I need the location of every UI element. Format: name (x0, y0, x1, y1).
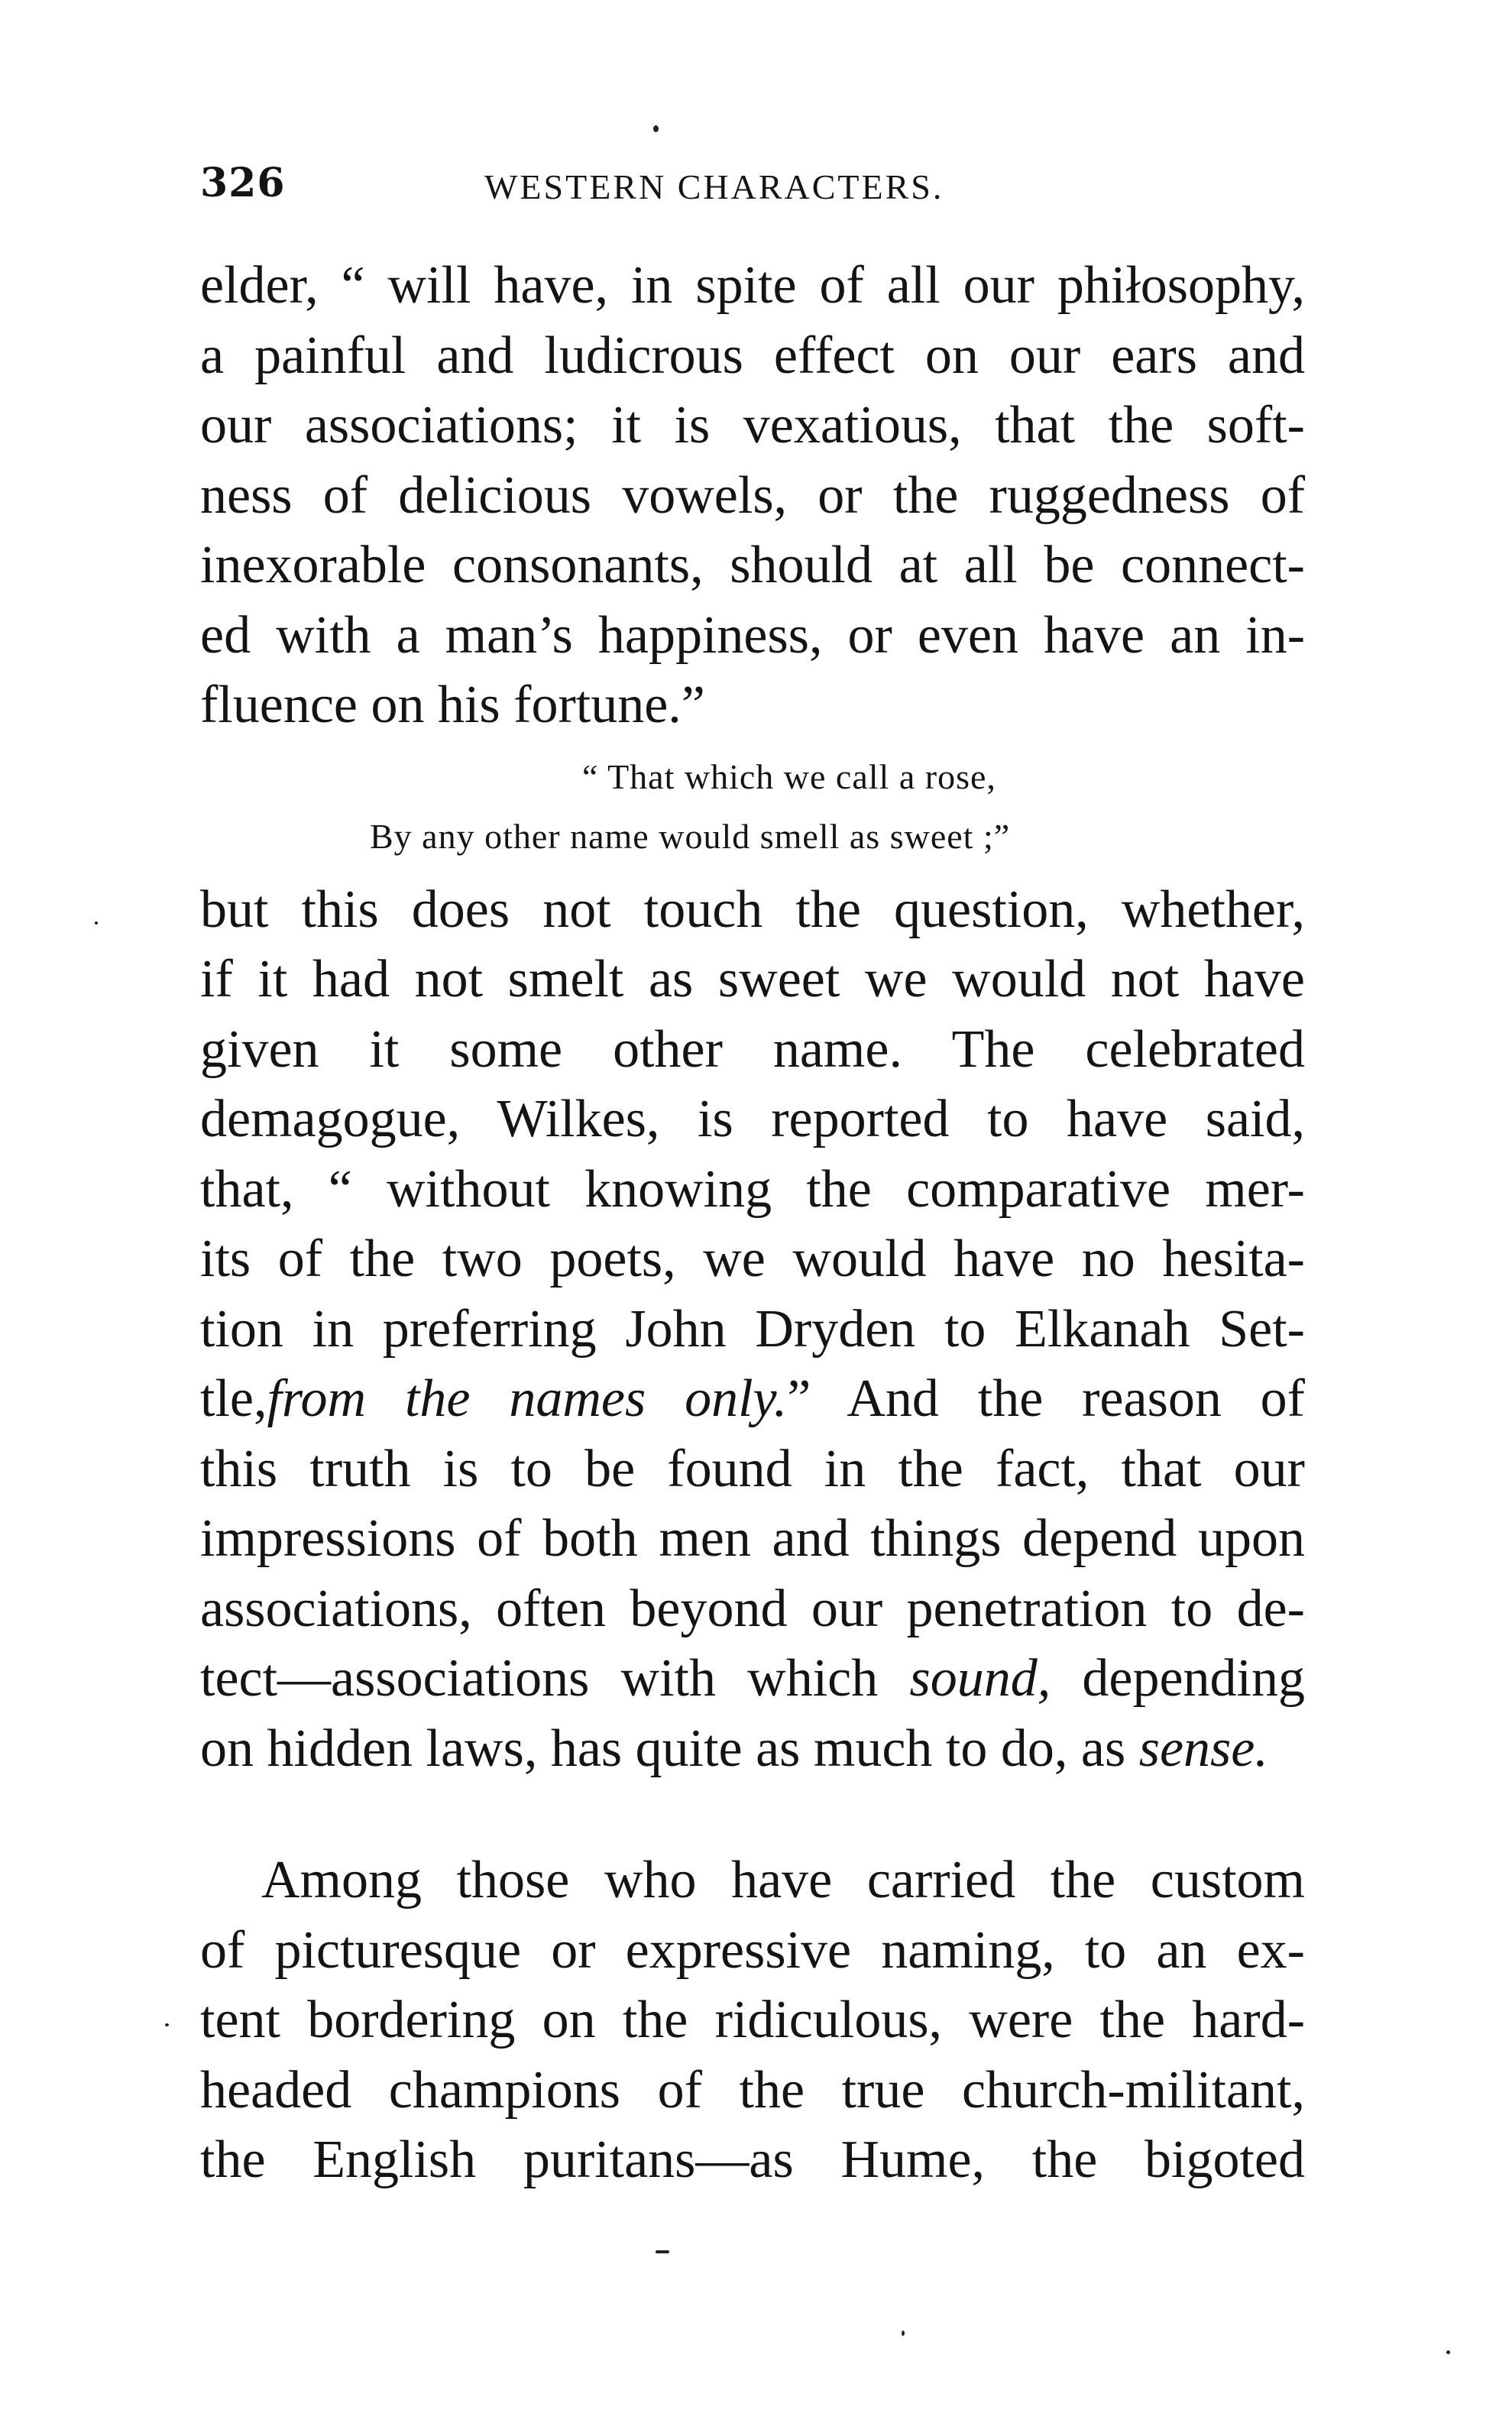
running-head: WESTERN CHARACTERS. (484, 167, 944, 206)
ink-speck (1446, 2350, 1450, 2354)
text-line: its of the two poets, we would have no hesita- (200, 1229, 1305, 1288)
text-line: headed champions of the true church-militant, (200, 2060, 1305, 2120)
text-line: ed with a man’s happiness, or even have an in- (200, 605, 1305, 665)
page-number: 326 (200, 160, 286, 206)
paragraph-gap (200, 1783, 1305, 1845)
verse-line: “ That which we call a rose, (582, 756, 996, 796)
text-segment: tle, (200, 1369, 267, 1428)
text-line (200, 1644, 1305, 1714)
text-line: associations, often beyond our penetration to de- (200, 1579, 1305, 1638)
text-line: demagogue, Wilkes, is reported to have said, (200, 1090, 1305, 1148)
text-line: inexorable consonants, should at all be connect- (200, 536, 1305, 594)
text-line: our associations; it is vexatious, that the soft- (200, 396, 1305, 455)
text-line: the English puritans—as Hume, the bigoted (200, 2130, 1305, 2189)
text-segment: ” And the reason of (787, 1369, 1305, 1428)
text-line: tion in preferring John Dryden to Elkanah Set- (200, 1299, 1305, 1359)
text-line: elder, “ will have, in spite of all our phiłosophy, (200, 256, 1305, 315)
italic-phrase: sense. (1138, 1718, 1268, 1778)
text-segment: tect—associations with which (200, 1649, 910, 1708)
text-line: that, “ without knowing the comparative mer- (200, 1159, 1305, 1219)
ink-speck (902, 2331, 905, 2336)
text-line: of picturesque or expressive naming, to an ex- (200, 1920, 1305, 1980)
paragraph-1 (200, 251, 1305, 740)
ink-speck (653, 125, 659, 132)
text-segment: depending (1051, 1649, 1305, 1708)
verse-quotation (200, 740, 1305, 875)
body-text (200, 251, 1305, 2195)
verse-line: By any other name would smell as sweet ;” (370, 816, 1011, 856)
text-line: a painful and ludicrous effect on our ears and (200, 326, 1305, 385)
text-line (200, 1714, 1305, 1784)
page-header (200, 153, 1305, 214)
text-line: if it had not smelt as sweet we would not have (200, 950, 1305, 1009)
text-line: ness of delicious vowels, or the ruggedness of (200, 465, 1305, 525)
ink-speck (165, 2023, 169, 2026)
text-line: this truth is to be found in the fact, that our (200, 1439, 1305, 1498)
text-line (200, 1364, 1305, 1434)
italic-phrase: sound, (909, 1649, 1051, 1708)
ink-speck (656, 2250, 669, 2253)
paragraph-2 (200, 875, 1305, 1784)
text-line: given it some other name. The celebrated (200, 1019, 1305, 1079)
text-line: fluence on his fortune.” (200, 675, 705, 734)
ink-speck (95, 922, 98, 925)
text-line: but this does not touch the question, whether, (200, 879, 1305, 939)
italic-phrase: from the names only. (267, 1369, 788, 1428)
paragraph-3 (200, 1845, 1305, 2195)
text-line: tent bordering on the ridiculous, were the hard- (200, 1991, 1305, 2049)
text-line: Among those who have carried the custom (261, 1851, 1305, 1910)
text-segment: on hidden laws, has quite as much to do, as (200, 1718, 1139, 1778)
text-line: impressions of both men and things depend upon (200, 1509, 1305, 1568)
